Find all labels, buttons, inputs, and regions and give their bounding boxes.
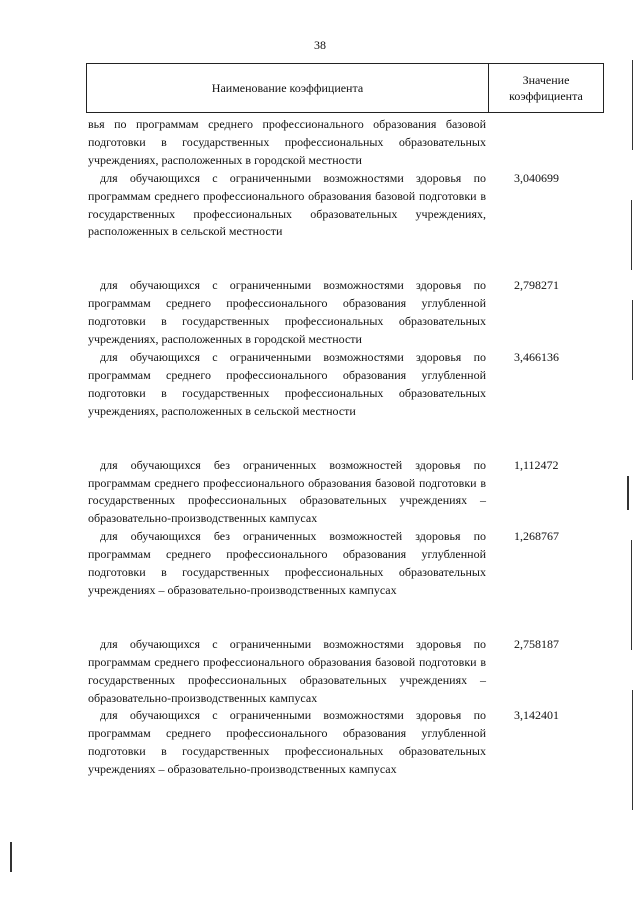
scan-edge-mark (632, 690, 633, 810)
table-header (86, 63, 604, 113)
row-gap (88, 241, 602, 277)
table-row (88, 528, 602, 600)
scan-edge-mark (632, 60, 633, 150)
row-text: для обучающихся с ограниченными возможностями здоровья по программам среднего профессионального образования углубленной подготовки в государственных профессиональных образовательных учреждениях, расположенных в городской местности (88, 278, 486, 347)
row-text: для обучающихся без ограниченных возможностей здоровья по программам среднего профессионального образования углубленной подготовки в государственных профессиональных образовательных учреждениях – образовательно-производственных кампусах (88, 529, 486, 597)
row-gap (88, 600, 602, 636)
scan-edge-mark (631, 200, 632, 270)
row-text: для обучающихся с ограниченными возможностями здоровья по программам среднего профессионального образования базовой подготовки в государственных профессиональных образовательных учреждениях, расположенных в сельской местности (88, 170, 486, 239)
row-value: 2,758187 (514, 636, 559, 651)
row-text: для обучающихся с ограниченными возможностями здоровья по программам среднего профессионального образования базовой подготовки в государственных профессиональных образовательных учреждениях – образовательно-производственных кампусах (88, 636, 486, 705)
row-text: для обучающихся с ограниченными возможностями здоровья по программам среднего профессионального образования углубленной подготовки в государственных профессиональных образовательных учреждениях – образовательно-производственных кампусах (88, 708, 486, 777)
scan-edge-mark (627, 476, 629, 510)
header-coefficient-name: Наименование коэффициента (87, 64, 489, 112)
scan-edge-mark (632, 300, 633, 380)
row-value: 3,142401 (514, 708, 559, 723)
row-gap (88, 421, 602, 457)
row-value: 3,040699 (514, 170, 559, 185)
row-value: 2,798271 (514, 278, 559, 293)
table-row (88, 457, 602, 529)
row-text: для обучающихся с ограниченными возможностями здоровья по программам среднего профессионального образования углубленной подготовки в государственных профессиональных образовательных учреждениях, расположенных в сельской местности (88, 349, 486, 418)
row-value (486, 116, 602, 170)
table-row (88, 277, 602, 349)
table-row (88, 636, 602, 708)
scan-edge-mark (631, 540, 632, 650)
page-number: 38 (314, 38, 326, 52)
row-value: 1,268767 (514, 529, 559, 544)
table-row (88, 349, 602, 421)
row-value: 3,466136 (514, 349, 559, 364)
coefficient-list (88, 116, 602, 779)
table-row (88, 170, 602, 242)
table-row (88, 116, 602, 170)
scan-edge-mark (10, 842, 12, 872)
header-coefficient-value: Значение коэффициента (509, 73, 583, 103)
row-value: 1,112472 (514, 457, 559, 472)
row-text: вья по программам среднего профессионального образования базовой подготовки в государственных профессиональных образовательных учреждениях, расположенных в городской местности (88, 117, 486, 167)
table-row (88, 707, 602, 779)
row-text: для обучающихся без ограниченных возможностей здоровья по программам среднего профессионального образования базовой подготовки в государственных профессиональных образовательных учреждениях – образовательно-производственных кампусах (88, 457, 486, 526)
